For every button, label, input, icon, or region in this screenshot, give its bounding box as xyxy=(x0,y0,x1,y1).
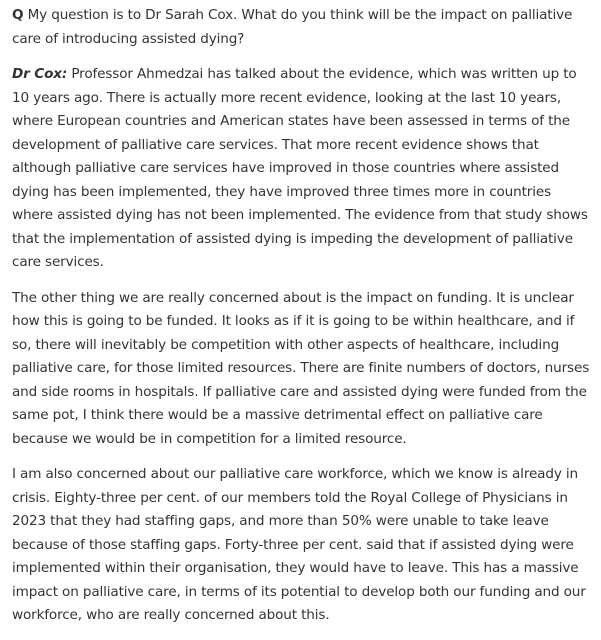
answer-paragraph-3 xyxy=(12,463,591,628)
answer-text-2: The other thing we are really concerned about is the impact on funding. It is unclear how this is going to be funded. It looks as if it is going to be within healthcare, and if so, there will inevitably be competition with other aspects of healthcare, including palliative care, for those limited resources. There are finite numbers of doctors, nurses and side rooms in hospitals. If palliative care and assisted dying were funded from the same pot, I think there would be a massive detrimental effect on palliative care because we would be in competition for a limited resource. xyxy=(12,289,590,447)
answer-speaker: Dr Cox: xyxy=(12,66,68,82)
question-paragraph xyxy=(12,4,591,51)
question-speaker: Q xyxy=(12,7,24,23)
answer-text-1: Professor Ahmedzai has talked about the evidence, which was written up to 10 years ago. There is actually more recent evidence, looking at the last 10 years, where European countries and American states have been assessed in terms of the development of palliative care services. That more recent evidence shows that although palliative care services have improved in those countries where assisted dying has been implemented, they have improved three times more in countries where assisted dying has not been implemented. The evidence from that study shows that the implementation of assisted dying is impeding the development of palliative care services. xyxy=(12,66,588,270)
answer-paragraph-1 xyxy=(12,63,591,275)
question-text: My question is to Dr Sarah Cox. What do you think will be the impact on palliative care of introducing assisted dying? xyxy=(12,7,573,47)
answer-text-3: I am also concerned about our palliative care workforce, which we know is already in crisis. Eighty-three per cent. of our members told the Royal College of Physicians in 2023 that they had staffing gaps, and more than 50% were unable to take leave because of those staffing gaps. Forty-three per cent. said that if assisted dying were implemented within their organisation, they would have to leave. This has a massive impact on palliative care, in terms of its potential to develop both our funding and our workforce, who are really concerned about this. xyxy=(12,466,586,623)
answer-paragraph-2 xyxy=(12,287,591,452)
